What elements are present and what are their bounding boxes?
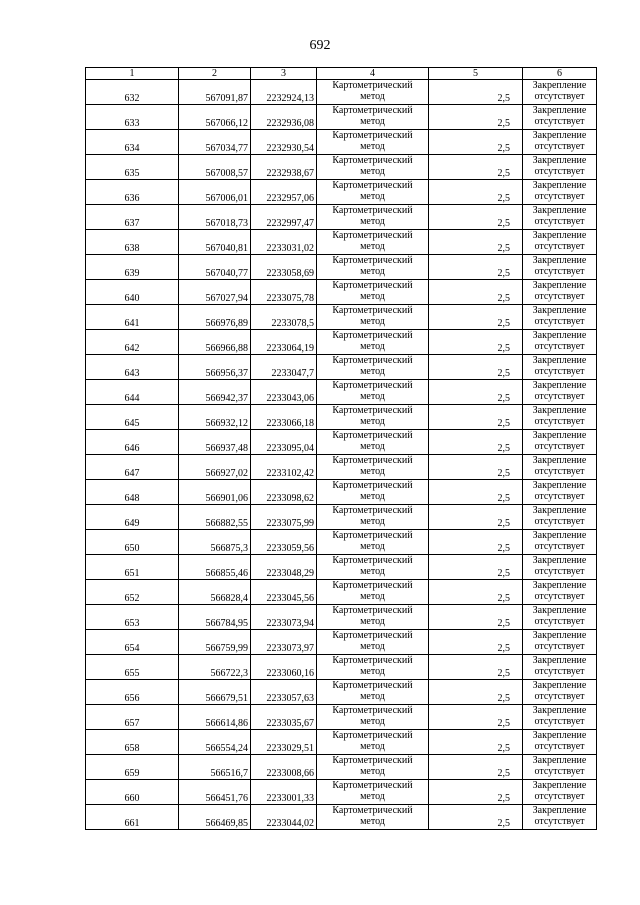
point-number-cell: 656 — [86, 680, 179, 705]
accuracy-cell: 2,5 — [429, 180, 523, 205]
method-cell: Картометрический метод — [317, 505, 429, 530]
table-row — [86, 180, 597, 205]
method-cell: Картометрический метод — [317, 555, 429, 580]
table-row — [86, 455, 597, 480]
table-row — [86, 430, 597, 455]
fixing-cell: Закрепление отсутствует — [523, 680, 597, 705]
fixing-cell: Закрепление отсутствует — [523, 455, 597, 480]
method-cell: Картометрический метод — [317, 380, 429, 405]
accuracy-cell: 2,5 — [429, 255, 523, 280]
fixing-cell: Закрепление отсутствует — [523, 105, 597, 130]
column-header: 5 — [429, 68, 523, 80]
x-coordinate-cell: 567027,94 — [179, 280, 251, 305]
x-coordinate-cell: 566942,37 — [179, 380, 251, 405]
method-cell: Картометрический метод — [317, 630, 429, 655]
y-coordinate-cell: 2233047,7 — [251, 355, 317, 380]
point-number-cell: 653 — [86, 605, 179, 630]
accuracy-cell: 2,5 — [429, 505, 523, 530]
method-cell: Картометрический метод — [317, 480, 429, 505]
accuracy-cell: 2,5 — [429, 305, 523, 330]
accuracy-cell: 2,5 — [429, 80, 523, 105]
method-cell: Картометрический метод — [317, 680, 429, 705]
x-coordinate-cell: 566875,3 — [179, 530, 251, 555]
point-number-cell: 654 — [86, 630, 179, 655]
point-number-cell: 645 — [86, 405, 179, 430]
point-number-cell: 633 — [86, 105, 179, 130]
column-header: 4 — [317, 68, 429, 80]
column-header: 3 — [251, 68, 317, 80]
table-row — [86, 505, 597, 530]
accuracy-cell: 2,5 — [429, 405, 523, 430]
x-coordinate-cell: 567008,57 — [179, 155, 251, 180]
method-cell: Картометрический метод — [317, 530, 429, 555]
table-row — [86, 205, 597, 230]
table-row — [86, 355, 597, 380]
fixing-cell: Закрепление отсутствует — [523, 580, 597, 605]
fixing-cell: Закрепление отсутствует — [523, 305, 597, 330]
y-coordinate-cell: 2233045,56 — [251, 580, 317, 605]
table-row — [86, 305, 597, 330]
point-number-cell: 651 — [86, 555, 179, 580]
method-cell: Картометрический метод — [317, 130, 429, 155]
x-coordinate-cell: 566956,37 — [179, 355, 251, 380]
y-coordinate-cell: 2233029,51 — [251, 730, 317, 755]
table-row — [86, 605, 597, 630]
table-row — [86, 480, 597, 505]
method-cell: Картометрический метод — [317, 655, 429, 680]
fixing-cell: Закрепление отсутствует — [523, 655, 597, 680]
point-number-cell: 655 — [86, 655, 179, 680]
y-coordinate-cell: 2233031,02 — [251, 230, 317, 255]
method-cell: Картометрический метод — [317, 155, 429, 180]
point-number-cell: 652 — [86, 580, 179, 605]
fixing-cell: Закрепление отсутствует — [523, 230, 597, 255]
fixing-cell: Закрепление отсутствует — [523, 130, 597, 155]
fixing-cell: Закрепление отсутствует — [523, 505, 597, 530]
accuracy-cell: 2,5 — [429, 155, 523, 180]
point-number-cell: 644 — [86, 380, 179, 405]
fixing-cell: Закрепление отсутствует — [523, 355, 597, 380]
y-coordinate-cell: 2232997,47 — [251, 205, 317, 230]
table-row — [86, 705, 597, 730]
point-number-cell: 635 — [86, 155, 179, 180]
x-coordinate-cell: 566976,89 — [179, 305, 251, 330]
method-cell: Картометрический метод — [317, 105, 429, 130]
point-number-cell: 641 — [86, 305, 179, 330]
table-row — [86, 555, 597, 580]
accuracy-cell: 2,5 — [429, 780, 523, 805]
y-coordinate-cell: 2232924,13 — [251, 80, 317, 105]
page-number: 692 — [309, 38, 331, 53]
method-cell: Картометрический метод — [317, 455, 429, 480]
point-number-cell: 642 — [86, 330, 179, 355]
x-coordinate-cell: 566722,3 — [179, 655, 251, 680]
accuracy-cell: 2,5 — [429, 480, 523, 505]
accuracy-cell: 2,5 — [429, 755, 523, 780]
point-number-cell: 639 — [86, 255, 179, 280]
x-coordinate-cell: 566937,48 — [179, 430, 251, 455]
accuracy-cell: 2,5 — [429, 730, 523, 755]
y-coordinate-cell: 2233098,62 — [251, 480, 317, 505]
fixing-cell: Закрепление отсутствует — [523, 180, 597, 205]
method-cell: Картометрический метод — [317, 705, 429, 730]
accuracy-cell: 2,5 — [429, 605, 523, 630]
y-coordinate-cell: 2233035,67 — [251, 705, 317, 730]
accuracy-cell: 2,5 — [429, 555, 523, 580]
table-row — [86, 380, 597, 405]
method-cell: Картометрический метод — [317, 205, 429, 230]
method-cell: Картометрический метод — [317, 730, 429, 755]
point-number-cell: 638 — [86, 230, 179, 255]
table-row — [86, 155, 597, 180]
fixing-cell: Закрепление отсутствует — [523, 80, 597, 105]
x-coordinate-cell: 567040,77 — [179, 255, 251, 280]
x-coordinate-cell: 566784,95 — [179, 605, 251, 630]
x-coordinate-cell: 566516,7 — [179, 755, 251, 780]
accuracy-cell: 2,5 — [429, 655, 523, 680]
method-cell: Картометрический метод — [317, 255, 429, 280]
y-coordinate-cell: 2232957,06 — [251, 180, 317, 205]
table-row — [86, 655, 597, 680]
x-coordinate-cell: 566679,51 — [179, 680, 251, 705]
x-coordinate-cell: 567006,01 — [179, 180, 251, 205]
x-coordinate-cell: 567018,73 — [179, 205, 251, 230]
fixing-cell: Закрепление отсутствует — [523, 530, 597, 555]
y-coordinate-cell: 2232930,54 — [251, 130, 317, 155]
x-coordinate-cell: 566759,99 — [179, 630, 251, 655]
method-cell: Картометрический метод — [317, 355, 429, 380]
accuracy-cell: 2,5 — [429, 530, 523, 555]
fixing-cell: Закрепление отсутствует — [523, 780, 597, 805]
method-cell: Картометрический метод — [317, 280, 429, 305]
accuracy-cell: 2,5 — [429, 680, 523, 705]
table-row — [86, 230, 597, 255]
header-row — [86, 68, 597, 80]
x-coordinate-cell: 567034,77 — [179, 130, 251, 155]
x-coordinate-cell: 566469,85 — [179, 805, 251, 830]
x-coordinate-cell: 566828,4 — [179, 580, 251, 605]
method-cell: Картометрический метод — [317, 805, 429, 830]
table-row — [86, 580, 597, 605]
fixing-cell: Закрепление отсутствует — [523, 755, 597, 780]
table-row — [86, 130, 597, 155]
x-coordinate-cell: 566966,88 — [179, 330, 251, 355]
x-coordinate-cell: 567040,81 — [179, 230, 251, 255]
fixing-cell: Закрепление отсутствует — [523, 330, 597, 355]
accuracy-cell: 2,5 — [429, 230, 523, 255]
x-coordinate-cell: 566614,86 — [179, 705, 251, 730]
x-coordinate-cell: 566554,24 — [179, 730, 251, 755]
x-coordinate-cell: 566927,02 — [179, 455, 251, 480]
accuracy-cell: 2,5 — [429, 580, 523, 605]
y-coordinate-cell: 2233064,19 — [251, 330, 317, 355]
table-row — [86, 80, 597, 105]
method-cell: Картометрический метод — [317, 755, 429, 780]
fixing-cell: Закрепление отсутствует — [523, 155, 597, 180]
method-cell: Картометрический метод — [317, 605, 429, 630]
method-cell: Картометрический метод — [317, 580, 429, 605]
y-coordinate-cell: 2233095,04 — [251, 430, 317, 455]
method-cell: Картометрический метод — [317, 230, 429, 255]
fixing-cell: Закрепление отсутствует — [523, 480, 597, 505]
table-row — [86, 730, 597, 755]
fixing-cell: Закрепление отсутствует — [523, 805, 597, 830]
accuracy-cell: 2,5 — [429, 630, 523, 655]
accuracy-cell: 2,5 — [429, 330, 523, 355]
x-coordinate-cell: 567091,87 — [179, 80, 251, 105]
y-coordinate-cell: 2233075,78 — [251, 280, 317, 305]
y-coordinate-cell: 2233060,16 — [251, 655, 317, 680]
table-row — [86, 330, 597, 355]
accuracy-cell: 2,5 — [429, 280, 523, 305]
fixing-cell: Закрепление отсутствует — [523, 705, 597, 730]
y-coordinate-cell: 2233008,66 — [251, 755, 317, 780]
table-row — [86, 805, 597, 830]
method-cell: Картометрический метод — [317, 80, 429, 105]
point-number-cell: 661 — [86, 805, 179, 830]
table-row — [86, 105, 597, 130]
fixing-cell: Закрепление отсутствует — [523, 205, 597, 230]
y-coordinate-cell: 2233048,29 — [251, 555, 317, 580]
x-coordinate-cell: 566932,12 — [179, 405, 251, 430]
y-coordinate-cell: 2233066,18 — [251, 405, 317, 430]
accuracy-cell: 2,5 — [429, 380, 523, 405]
accuracy-cell: 2,5 — [429, 705, 523, 730]
point-number-cell: 659 — [86, 755, 179, 780]
method-cell: Картометрический метод — [317, 180, 429, 205]
point-number-cell: 657 — [86, 705, 179, 730]
y-coordinate-cell: 2233044,02 — [251, 805, 317, 830]
accuracy-cell: 2,5 — [429, 130, 523, 155]
point-number-cell: 646 — [86, 430, 179, 455]
accuracy-cell: 2,5 — [429, 355, 523, 380]
x-coordinate-cell: 566451,76 — [179, 780, 251, 805]
method-cell: Картометрический метод — [317, 330, 429, 355]
point-number-cell: 632 — [86, 80, 179, 105]
x-coordinate-cell: 567066,12 — [179, 105, 251, 130]
fixing-cell: Закрепление отсутствует — [523, 630, 597, 655]
x-coordinate-cell: 566855,46 — [179, 555, 251, 580]
method-cell: Картометрический метод — [317, 305, 429, 330]
x-coordinate-cell: 566882,55 — [179, 505, 251, 530]
column-header: 2 — [179, 68, 251, 80]
table-row — [86, 680, 597, 705]
accuracy-cell: 2,5 — [429, 430, 523, 455]
column-header: 6 — [523, 68, 597, 80]
fixing-cell: Закрепление отсутствует — [523, 405, 597, 430]
table-row — [86, 255, 597, 280]
point-number-cell: 649 — [86, 505, 179, 530]
y-coordinate-cell: 2233059,56 — [251, 530, 317, 555]
y-coordinate-cell: 2233078,5 — [251, 305, 317, 330]
table-row — [86, 630, 597, 655]
method-cell: Картометрический метод — [317, 430, 429, 455]
y-coordinate-cell: 2232938,67 — [251, 155, 317, 180]
table-row — [86, 780, 597, 805]
table-row — [86, 405, 597, 430]
table-row — [86, 280, 597, 305]
point-number-cell: 640 — [86, 280, 179, 305]
point-number-cell: 643 — [86, 355, 179, 380]
fixing-cell: Закрепление отсутствует — [523, 280, 597, 305]
y-coordinate-cell: 2233075,99 — [251, 505, 317, 530]
fixing-cell: Закрепление отсутствует — [523, 605, 597, 630]
table-row — [86, 530, 597, 555]
y-coordinate-cell: 2233043,06 — [251, 380, 317, 405]
method-cell: Картометрический метод — [317, 780, 429, 805]
accuracy-cell: 2,5 — [429, 805, 523, 830]
y-coordinate-cell: 2232936,08 — [251, 105, 317, 130]
accuracy-cell: 2,5 — [429, 205, 523, 230]
column-header: 1 — [86, 68, 179, 80]
y-coordinate-cell: 2233073,94 — [251, 605, 317, 630]
y-coordinate-cell: 2233058,69 — [251, 255, 317, 280]
fixing-cell: Закрепление отсутствует — [523, 255, 597, 280]
method-cell: Картометрический метод — [317, 405, 429, 430]
table-row — [86, 755, 597, 780]
point-number-cell: 636 — [86, 180, 179, 205]
y-coordinate-cell: 2233102,42 — [251, 455, 317, 480]
x-coordinate-cell: 566901,06 — [179, 480, 251, 505]
fixing-cell: Закрепление отсутствует — [523, 430, 597, 455]
point-number-cell: 647 — [86, 455, 179, 480]
y-coordinate-cell: 2233057,63 — [251, 680, 317, 705]
fixing-cell: Закрепление отсутствует — [523, 730, 597, 755]
point-number-cell: 634 — [86, 130, 179, 155]
y-coordinate-cell: 2233001,33 — [251, 780, 317, 805]
point-number-cell: 648 — [86, 480, 179, 505]
coordinates-table — [85, 67, 597, 830]
point-number-cell: 658 — [86, 730, 179, 755]
point-number-cell: 637 — [86, 205, 179, 230]
y-coordinate-cell: 2233073,97 — [251, 630, 317, 655]
fixing-cell: Закрепление отсутствует — [523, 380, 597, 405]
point-number-cell: 650 — [86, 530, 179, 555]
accuracy-cell: 2,5 — [429, 455, 523, 480]
accuracy-cell: 2,5 — [429, 105, 523, 130]
fixing-cell: Закрепление отсутствует — [523, 555, 597, 580]
point-number-cell: 660 — [86, 780, 179, 805]
